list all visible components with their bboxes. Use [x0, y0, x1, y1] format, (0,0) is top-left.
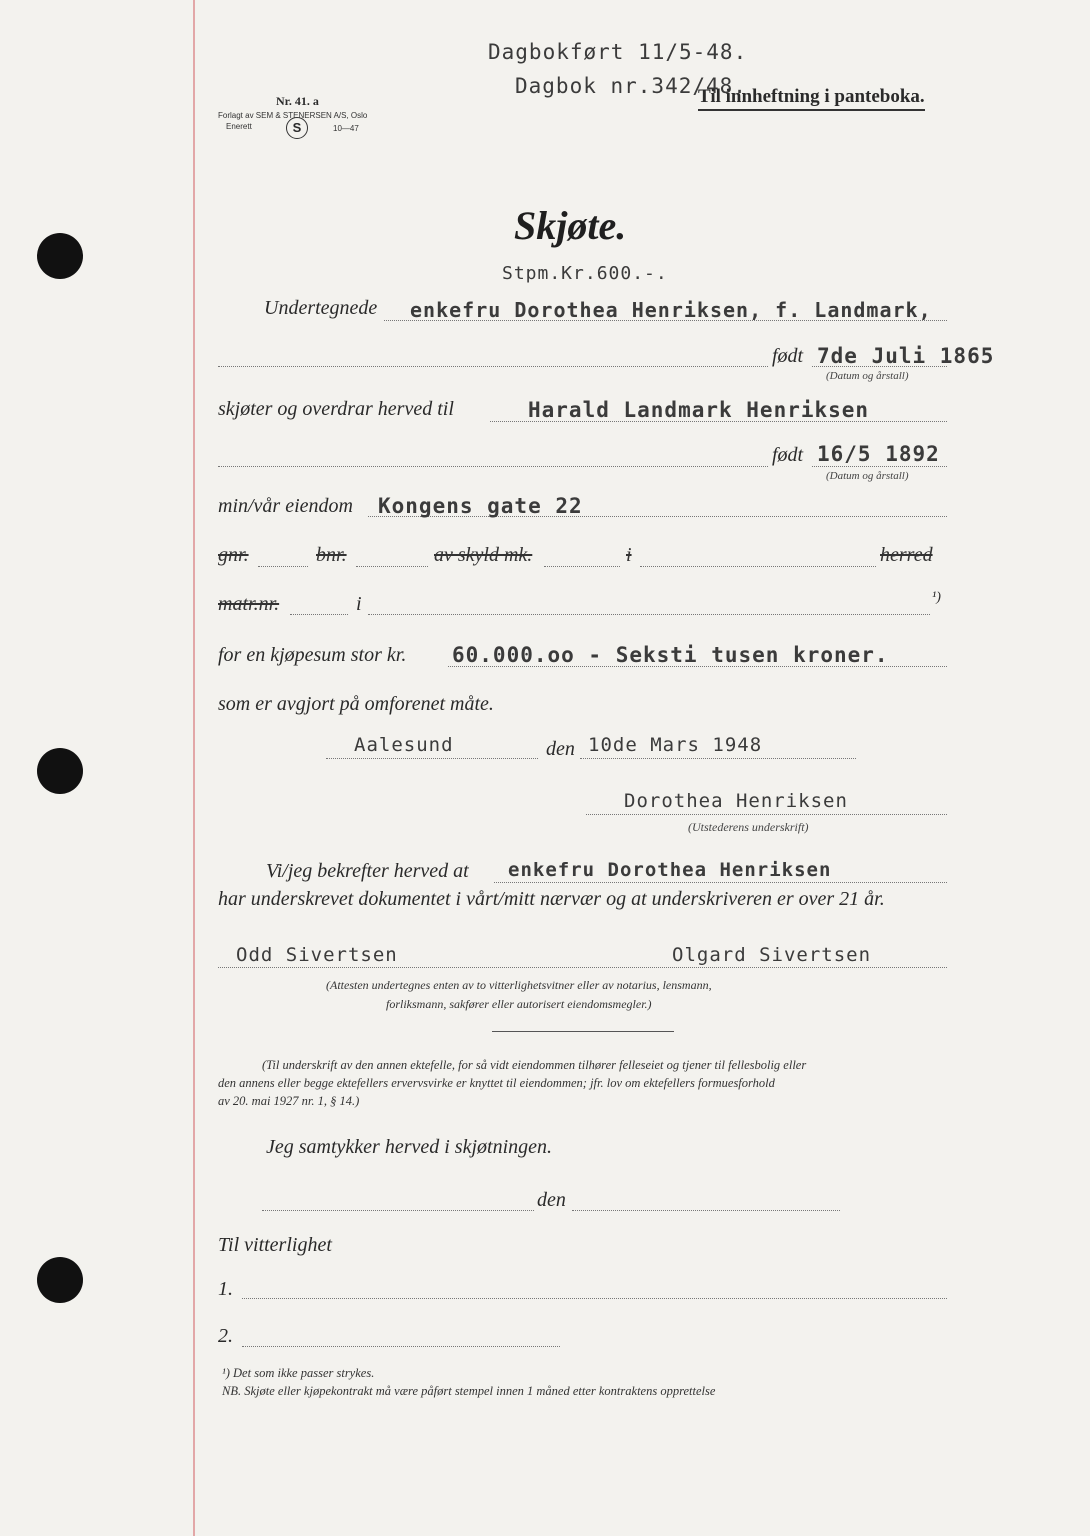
buyer-born-date: 16/5 1892 — [817, 442, 940, 466]
price-value: 60.000.oo - Seksti tusen kroner. — [452, 643, 889, 667]
place-line — [326, 758, 538, 759]
witness-signature-line — [218, 967, 947, 968]
witness-caption-2: forliksmann, sakfører eller autorisert eiendomsmegler.) — [386, 997, 652, 1011]
herred-line — [640, 566, 876, 567]
margin-line — [193, 0, 195, 1536]
gnr-line — [258, 566, 308, 567]
settled-text: som er avgjort på omforenet måte. — [218, 693, 494, 715]
seller-extra-line — [218, 366, 768, 367]
witness-1: Odd Sivertsen — [236, 944, 398, 966]
footnote-mark: ¹) — [932, 590, 941, 605]
seller-date-hint: (Datum og årstall) — [826, 370, 909, 382]
witness-name-line — [494, 882, 947, 883]
transfer-label: skjøter og overdrar herved til — [218, 398, 454, 420]
witness-line2: har underskrevet dokumentet i vårt/mitt nærvær og at underskriveren er over 21 år. — [218, 888, 885, 910]
form-number: Nr. 41. a — [276, 94, 319, 108]
property-label: min/vår eiendom — [218, 495, 353, 517]
buyer-name: Harald Landmark Henriksen — [528, 398, 870, 422]
witness-caption-1: (Attesten undertegnes enten av to vitterlighetsvitner eller av notarius, lensmann, — [326, 978, 712, 992]
spouse-consent: Jeg samtykker herved i skjøtningen. — [266, 1136, 553, 1158]
punch-hole — [37, 748, 83, 794]
signing-place: Aalesund — [354, 734, 454, 756]
buyer-born-label: født — [772, 444, 804, 466]
matr-i: i — [356, 593, 362, 615]
attest-line-2 — [242, 1346, 560, 1347]
registered-line: Dagbokført 11/5-48. — [488, 40, 748, 64]
stamp-duty: Stpm.Kr.600.-. — [502, 263, 668, 284]
spouse-note-2: den annens eller begge ektefellers ervervsvirke er knyttet til eiendommen; jfr. lov om ektefellers formuesforhold — [218, 1076, 775, 1090]
journal-line: Dagbok nr.342/48. — [515, 74, 747, 98]
witness-line1-prefix: Vi/jeg bekrefter herved at — [266, 860, 469, 882]
issuer-caption: (Utstederens underskrift) — [688, 820, 809, 834]
spouse-note-3: av 20. mai 1927 nr. 1, § 14.) — [218, 1094, 360, 1108]
footnote-1: ¹) Det som ikke passer strykes. — [222, 1366, 375, 1380]
attest-line-1 — [242, 1298, 947, 1299]
attest-label: Til vitterlighet — [218, 1234, 332, 1256]
seller-label: Undertegnede — [264, 297, 378, 319]
buyer-date-hint: (Datum og årstall) — [826, 470, 909, 482]
issuer-signature: Dorothea Henriksen — [624, 790, 848, 812]
bnr-line — [356, 566, 428, 567]
publisher-logo-icon: S — [286, 117, 308, 139]
struck-herred: herred — [880, 544, 933, 566]
struck-gnr: gnr. — [218, 544, 249, 566]
binding-note: Til innheftning i panteboka. — [698, 86, 925, 111]
publisher-rights: Enerett — [226, 122, 252, 131]
attest-number-1: 1. — [218, 1278, 233, 1300]
seller-born-label: født — [772, 345, 804, 367]
matr-line — [290, 614, 348, 615]
publisher-date-code: 10—47 — [333, 124, 359, 133]
struck-i: i — [626, 544, 632, 566]
struck-matr: matr.nr. — [218, 593, 280, 615]
consent-den-label: den — [537, 1189, 566, 1211]
date-line — [580, 758, 856, 759]
footnote-2: NB. Skjøte eller kjøpekontrakt må være påført stempel innen 1 måned etter kontraktens opprettelse — [222, 1384, 716, 1398]
seller-name: enkefru Dorothea Henriksen, f. Landmark, — [410, 298, 932, 322]
signing-den-label: den — [546, 738, 575, 760]
publisher-line: Forlagt av SEM & STENERSEN A/S, Oslo — [218, 111, 368, 120]
attest-number-2: 2. — [218, 1325, 233, 1347]
price-label: for en kjøpesum stor kr. — [218, 644, 407, 666]
issuer-signature-line — [586, 814, 947, 815]
divider — [492, 1031, 674, 1032]
signing-date: 10de Mars 1948 — [588, 734, 763, 756]
property-value: Kongens gate 22 — [378, 494, 583, 518]
struck-bnr: bnr. — [316, 544, 347, 566]
matr-place-line — [368, 614, 930, 615]
consent-date-line — [572, 1210, 840, 1211]
seller-born-date: 7de Juli 1865 — [817, 344, 995, 368]
witness-line1-name: enkefru Dorothea Henriksen — [508, 859, 832, 881]
witness-2: Olgard Sivertsen — [672, 944, 872, 966]
struck-skyld: av skyld mk. — [434, 544, 533, 566]
buyer-extra-line — [218, 466, 768, 467]
spouse-note-1: (Til underskrift av den annen ektefelle, for så vidt eiendommen tilhører felleseiet og tjener til fellesbolig eller — [262, 1058, 807, 1072]
skyld-line — [544, 566, 620, 567]
document-title: Skjøte. — [514, 203, 627, 248]
buyer-born-line — [812, 466, 947, 467]
punch-hole — [37, 1257, 83, 1303]
punch-hole — [37, 233, 83, 279]
consent-place-line — [262, 1210, 534, 1211]
